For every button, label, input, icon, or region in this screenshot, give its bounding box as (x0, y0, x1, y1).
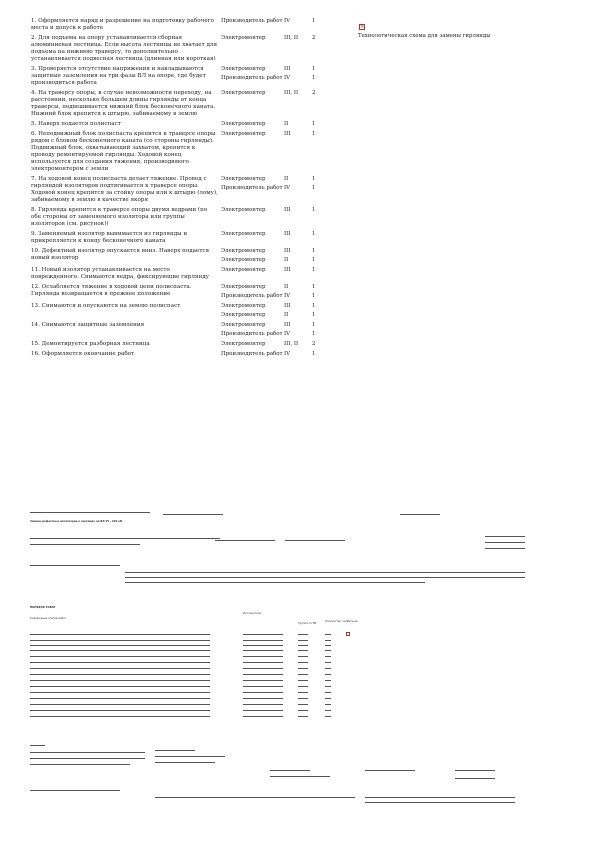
safety-group: III (284, 248, 291, 254)
people-count: 1 (312, 131, 316, 137)
reduced-image-icon (346, 632, 350, 636)
step-row (31, 176, 336, 204)
step-row (31, 207, 336, 228)
executor-line (221, 231, 332, 238)
executor-name: Электромонтер (221, 66, 266, 72)
reduced-table-line (30, 634, 210, 635)
reduced-table-line (325, 634, 331, 635)
people-count: 1 (312, 351, 316, 357)
executor-line (221, 121, 332, 128)
reduced-table-line (325, 692, 331, 693)
reduced-table-line (243, 716, 283, 717)
people-count: 1 (312, 293, 316, 299)
step-text: 5. Наверх подается полиспаст (31, 121, 121, 127)
step-text: 2. Для подъема на опору устанавливается сборная алюминиевая лестница. Если высота лестницы не хватает для подъема на нижнюю траверсу, то дополнительно устанавливается подвесная лестница (длинная или короткая) (31, 35, 217, 62)
step-executors (221, 176, 332, 192)
safety-group: II (284, 121, 289, 127)
step-executors (221, 351, 332, 358)
reduced-table-line (30, 674, 210, 675)
people-count: 1 (312, 248, 316, 254)
reduced-table-line (243, 704, 283, 705)
reduced-table-line (243, 645, 283, 646)
reduced-table-line (325, 668, 331, 669)
executor-name: Производитель работ (221, 18, 283, 24)
safety-group: III (284, 322, 291, 328)
safety-group: III, II (284, 90, 299, 96)
step-row (31, 351, 336, 358)
reduced-table-line (298, 668, 308, 669)
reduced-table-line (325, 710, 331, 711)
safety-group: III (284, 131, 291, 137)
safety-group: II (284, 257, 289, 263)
step-text: 11. Новый изолятор устанавливается на место поврежденного. Снимаются ведра, фиксирующие гирлянду (31, 267, 209, 280)
executor-name: Электромонтер (221, 248, 266, 254)
executor-line (221, 248, 332, 255)
reduced-table-line (298, 716, 308, 717)
step-executors (221, 35, 332, 42)
step-executors (221, 18, 332, 25)
reduced-table-line (298, 680, 308, 681)
people-count: 1 (312, 121, 316, 127)
executor-name: Электромонтер (221, 207, 266, 213)
step-text: 7. На ходовой конец полиспаста делает тяжение. Провод с гирляндой изоляторов подтягивается к траверсе опоры. Ходовой конец крепится за стойку опоры или к штырю (лому), забиваемому в землю в качестве якоря (31, 176, 218, 203)
step-row (31, 322, 336, 338)
step-text: 3. Проверяется отсутствие напряжения и накладываются защитные заземления на три фазы ВЛ на опоре, где будет производиться работа (31, 66, 206, 86)
reduced-table-line (30, 716, 210, 717)
executor-line (221, 176, 332, 183)
step-row (31, 131, 336, 173)
step-text: 8. Гирлянда крепится к траверсе опоры двумя ведрами (по обе стороны от заменяемого изолятора или группы изоляторов (см. рисунок)) (31, 207, 208, 227)
safety-group: IV (284, 351, 291, 357)
executor-name: Электромонтер (221, 90, 266, 96)
executor-line (221, 35, 332, 42)
reduced-table-line (298, 662, 308, 663)
reduced-table-line (243, 656, 283, 657)
reduced-table-line (30, 698, 210, 699)
reduced-table-line (243, 710, 283, 711)
step-executors (221, 303, 332, 319)
people-count: 1 (312, 185, 316, 191)
reduced-table-line (30, 704, 210, 705)
reduced-table-line (30, 686, 210, 687)
step-text: 12. Ослабляется тяжение в ходовой цепи полиспаста. Гирлянда возвращается в прежнее положение (31, 284, 192, 297)
reduced-table-line (298, 634, 308, 635)
safety-group: III (284, 303, 291, 309)
broken-image-icon: × (360, 24, 365, 30)
executor-line (221, 18, 332, 25)
executor-name: Производитель работ (221, 293, 283, 299)
people-count: 1 (312, 207, 316, 213)
step-row (31, 341, 336, 348)
executor-name: Производитель работ (221, 185, 283, 191)
executor-line (221, 303, 332, 310)
people-count: 1 (312, 284, 316, 290)
work-steps-table (31, 18, 336, 361)
reduced-table-line (325, 656, 331, 657)
reduced-table-line (243, 668, 283, 669)
reduced-table-line (298, 686, 308, 687)
step-row (31, 66, 336, 87)
executor-line (221, 322, 332, 329)
safety-group: III (284, 231, 291, 237)
reduced-table-line (325, 640, 331, 641)
executor-name: Электромонтер (221, 131, 266, 137)
executor-name: Электромонтер (221, 231, 266, 237)
reduced-heading: ПОРЯДОК РАБОТ (30, 606, 56, 609)
step-executors (221, 248, 332, 264)
executor-name: Электромонтер (221, 341, 266, 347)
step-executors (221, 267, 332, 274)
people-count: 1 (312, 66, 316, 72)
step-executors (221, 90, 332, 97)
executor-line (221, 207, 332, 214)
safety-group: IV (284, 75, 291, 81)
reduced-table-line (243, 680, 283, 681)
reduced-table-line (298, 645, 308, 646)
reduced-table-line (30, 656, 210, 657)
step-row (31, 90, 336, 118)
reduced-table-line (325, 704, 331, 705)
safety-group: III, II (284, 35, 299, 41)
step-text: 14. Снимаются защитные заземления (31, 322, 145, 328)
people-count: 2 (312, 90, 316, 96)
safety-group: II (284, 176, 289, 182)
reduced-col-qty: Количество, чел. (325, 620, 349, 623)
executor-name: Электромонтер (221, 303, 266, 309)
executor-line (221, 341, 332, 348)
reduced-table-line (325, 674, 331, 675)
reduced-table-line (30, 680, 210, 681)
safety-group: III (284, 207, 291, 213)
executor-name: Производитель работ (221, 351, 283, 357)
reduced-table-line (30, 692, 210, 693)
step-text: 9. Заменяемый изолятор вынимается из гирлянды и прикрепляется к концу бесконечного каната (31, 231, 188, 244)
reduced-table-line (325, 686, 331, 687)
executor-line (221, 257, 332, 264)
step-executors (221, 131, 332, 138)
reduced-table-line (243, 650, 283, 651)
executor-line (221, 351, 332, 358)
reduced-table-line (243, 674, 283, 675)
scheme-caption: Технологическая схема для замены гирлянды (358, 33, 491, 39)
executor-line (221, 293, 332, 300)
executor-name: Электромонтер (221, 312, 266, 318)
reduced-table-line (298, 674, 308, 675)
people-count: 2 (312, 35, 316, 41)
step-executors (221, 207, 332, 214)
reduced-table-line (325, 680, 331, 681)
step-executors (221, 322, 332, 338)
reduced-form-title: Замена дефектных изоляторов в гирлянде на ВЛ 35 - 220 кВ (30, 520, 122, 523)
step-row (31, 231, 336, 245)
reduced-table-line (298, 656, 308, 657)
reduced-table-line (325, 716, 331, 717)
reduced-table-line (298, 704, 308, 705)
reduced-table-line (325, 662, 331, 663)
executor-line (221, 284, 332, 291)
step-row (31, 303, 336, 319)
reduced-table-line (298, 698, 308, 699)
executor-line (221, 267, 332, 274)
safety-group: III (284, 66, 291, 72)
reduced-table-line (30, 710, 210, 711)
reduced-table-line (298, 640, 308, 641)
executor-line (221, 331, 332, 338)
safety-group: IV (284, 331, 291, 337)
step-text: 15. Демонтируется разборная лестница (31, 341, 150, 347)
safety-group: IV (284, 293, 291, 299)
safety-group: II (284, 284, 289, 290)
step-row (31, 18, 336, 32)
reduced-table-line (243, 662, 283, 663)
reduced-col-content: Содержание этапов работ (30, 617, 67, 620)
executor-line (221, 66, 332, 73)
step-row (31, 35, 336, 63)
safety-group: II (284, 312, 289, 318)
step-text: 10. Дефектный изолятор опускается вниз. Наверх подается новый изолятор (31, 248, 210, 261)
executor-line (221, 90, 332, 97)
reduced-table-line (243, 640, 283, 641)
people-count: 1 (312, 257, 316, 263)
reduced-table-line (243, 686, 283, 687)
people-count: 1 (312, 267, 316, 273)
step-text: 4. На траверсу опоры, в случае невозможности переходу, на расстоянии, несколько большем длины гирлянды от конца траверсы, подвешивается нижний блок бесконечного каната. Нижний блок крепится к штырю, забиваемому в землю (31, 90, 216, 117)
executor-line (221, 131, 332, 138)
reduced-table-line (298, 692, 308, 693)
executor-name: Производитель работ (221, 331, 283, 337)
step-text: 6. Неподвижный блок полиспаста крепится к траверсе опоры рядом с блоком бесконечного каната (со стороны гирлянды). Подвижный блок, охватывающий захватом, крепится к проводу ремонтируемой гирлянды. Ходовой конец используется для создания тяжения, производимого электромонтером с земли (31, 131, 216, 172)
executor-name: Производитель работ (221, 75, 283, 81)
people-count: 1 (312, 176, 316, 182)
reduced-table-line (30, 650, 210, 651)
step-executors (221, 341, 332, 348)
executor-name: Электромонтер (221, 35, 266, 41)
executor-line (221, 312, 332, 319)
reduced-table-line (30, 640, 210, 641)
reduced-table-line (243, 634, 283, 635)
people-count: 1 (312, 231, 316, 237)
people-count: 1 (312, 75, 316, 81)
safety-group: III (284, 267, 291, 273)
reduced-col-group: Группа по ЭБ (298, 622, 317, 625)
executor-name: Электромонтер (221, 322, 266, 328)
executor-name: Электромонтер (221, 284, 266, 290)
executor-line (221, 185, 332, 192)
executor-name: Электромонтер (221, 121, 266, 127)
reduced-table-line (30, 645, 210, 646)
reduced-table-line (325, 698, 331, 699)
reduced-table-line (30, 662, 210, 663)
people-count: 1 (312, 322, 316, 328)
step-text: 13. Снимаются и опускаются на землю полиспаст (31, 303, 181, 309)
reduced-table-line (243, 698, 283, 699)
executor-name: Электромонтер (221, 257, 266, 263)
step-row (31, 248, 336, 264)
people-count: 1 (312, 18, 316, 24)
step-row (31, 284, 336, 300)
safety-group: IV (284, 18, 291, 24)
people-count: 2 (312, 341, 316, 347)
reduced-table-line (298, 710, 308, 711)
safety-group: III, II (284, 341, 299, 347)
step-row (31, 267, 336, 281)
safety-group: IV (284, 185, 291, 191)
step-executors (221, 121, 332, 128)
step-executors (221, 284, 332, 300)
reduced-table-line (325, 650, 331, 651)
reduced-table-line (243, 692, 283, 693)
step-executors (221, 231, 332, 238)
step-executors (221, 66, 332, 82)
reduced-table-line (298, 650, 308, 651)
people-count: 1 (312, 331, 316, 337)
executor-name: Электромонтер (221, 267, 266, 273)
people-count: 1 (312, 303, 316, 309)
executor-line (221, 75, 332, 82)
step-row (31, 121, 336, 128)
reduced-table-line (325, 645, 331, 646)
step-text: 1. Оформляется наряд и разрешение на подготовку рабочего места и допуск к работе (31, 18, 214, 31)
step-text: 16. Оформляется окончание работ (31, 351, 135, 357)
people-count: 1 (312, 312, 316, 318)
reduced-col-exec: Исполнители (243, 612, 262, 615)
reduced-col-note: Рисунок (347, 620, 359, 623)
executor-name: Электромонтер (221, 176, 266, 182)
reduced-table-line (30, 668, 210, 669)
